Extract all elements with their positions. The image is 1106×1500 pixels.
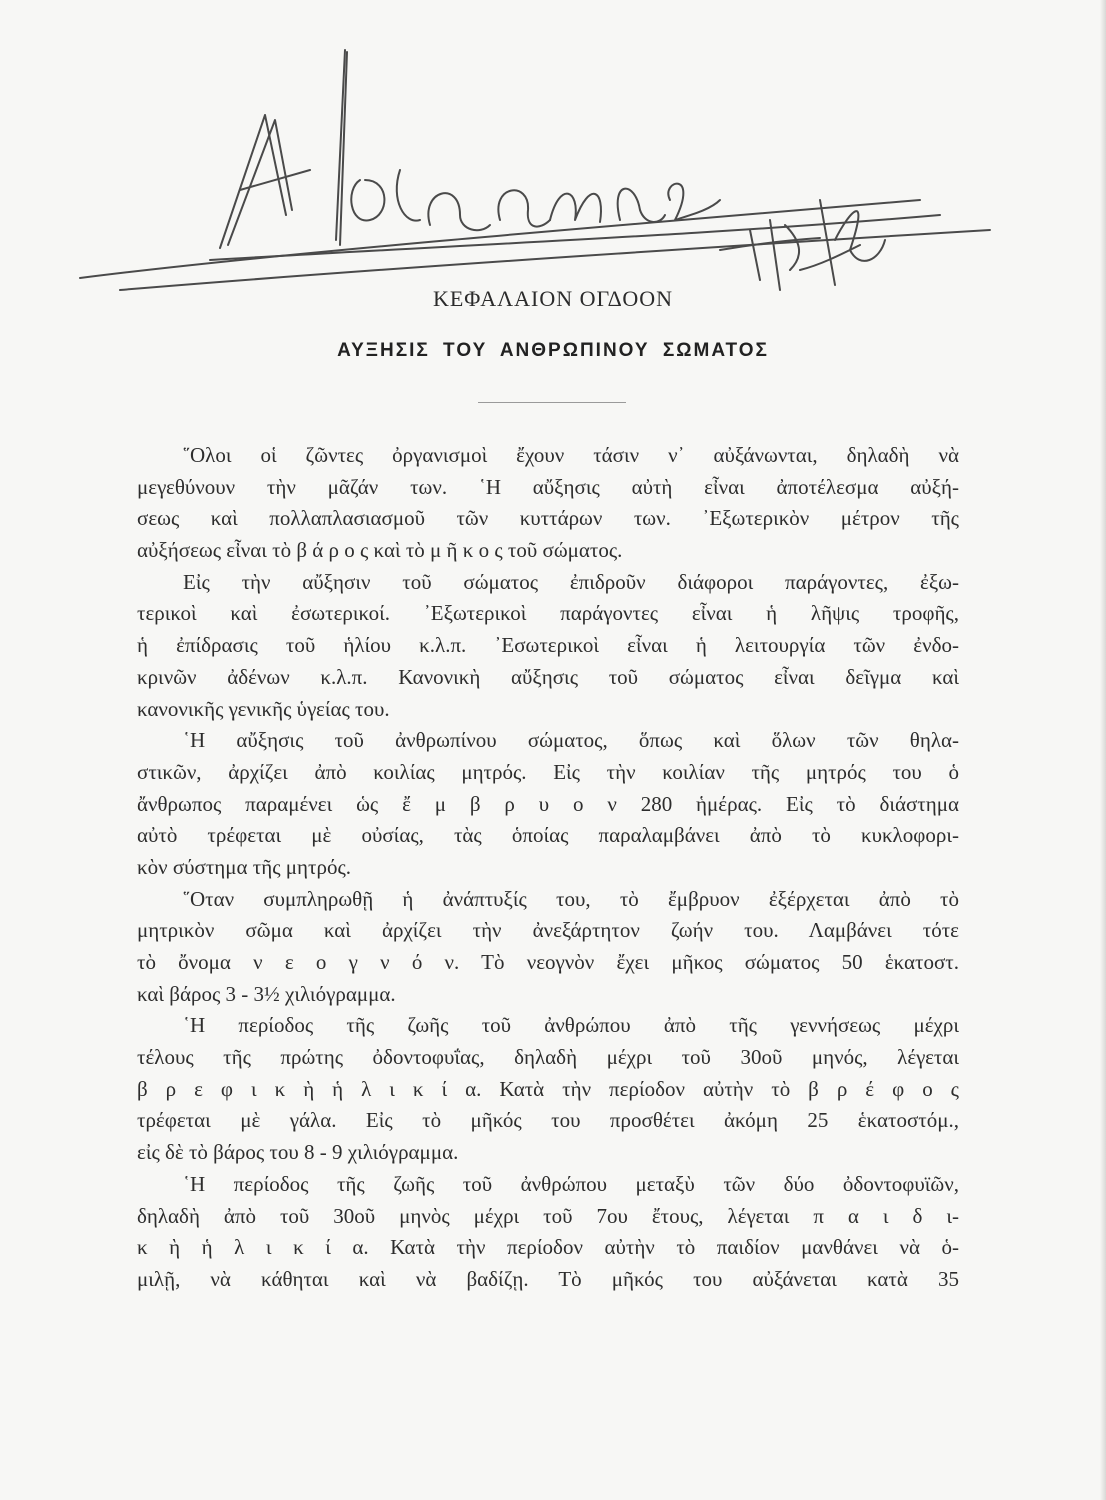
text-line: δηλαδὴ ἀπὸ τοῦ 30οῦ μηνὸς μέχρι τοῦ 7ου ἔτους, λέγεται π α ι δ ι- bbox=[137, 1203, 959, 1228]
text-line: ῞Οταν συμπληρωθῇ ἡ ἀνάπτυξίς του, τὸ ἔμβρυον ἐξέρχεται ἀπὸ τὸ bbox=[183, 886, 959, 911]
text-line: ῾Η περίοδος τῆς ζωῆς τοῦ ἀνθρώπου ἀπὸ τῆς γεννήσεως μέχρι bbox=[183, 1013, 959, 1038]
text-line: εἰς δὲ τὸ βάρος του 8 - 9 χιλιόγραμμα. bbox=[137, 1140, 459, 1165]
text-line: κρινῶν ἀδένων κ.λ.π. Κανονικὴ αὔξησις τοῦ σώματος εἶναι δεῖγμα καὶ bbox=[137, 664, 959, 689]
text-line: μιλῇ, νὰ κάθηται καὶ νὰ βαδίζῃ. Τὸ μῆκός του αὐξάνεται κατὰ 35 bbox=[137, 1266, 959, 1291]
text-line: ῞Ολοι οἱ ζῶντες ὀργανισμοὶ ἔχουν τάσιν ν᾿ αὐξάνωνται, δηλαδὴ νὰ bbox=[183, 443, 959, 467]
body-text bbox=[137, 440, 959, 1296]
text-line: τερικοὶ καὶ ἐσωτερικοί. ᾿Εξωτερικοὶ παράγοντες εἶναι ἡ λῆψις τροφῆς, bbox=[137, 601, 959, 626]
text-line: Εἰς τὴν αὔξησιν τοῦ σώματος ἐπιδροῦν διάφοροι παράγοντες, ἐξω- bbox=[183, 569, 959, 594]
text-line: μητρικὸν σῶμα καὶ ἀρχίζει τὴν ἀνεξάρτητον ζωήν του. Λαμβάνει τότε bbox=[137, 918, 959, 943]
text-line: ῾Η περίοδος τῆς ζωῆς τοῦ ἀνθρώπου μεταξὺ τῶν δύο ὀδοντοφυϊῶν, bbox=[183, 1171, 959, 1196]
text-line: ἄνθρωπος παραμένει ὡς ἔ μ β ρ υ ο ν 280 ἡμέρας. Εἰς τὸ διάστημα bbox=[137, 791, 959, 816]
text-line: τρέφεται μὲ γάλα. Εἰς τὸ μῆκός του προσθέτει ἀκόμη 25 ἑκατοστόμ., bbox=[137, 1108, 959, 1133]
text-line: τέλους τῆς πρώτης ὀδοντοφυΐας, δηλαδὴ μέχρι τοῦ 30οῦ μηνός, λέγεται bbox=[137, 1045, 959, 1070]
text-line: καὶ βάρος 3 - 3½ χιλιόγραμμα. bbox=[137, 981, 396, 1006]
page-edge bbox=[1100, 0, 1106, 1500]
text-line: αὐξήσεως εἶναι τὸ β ά ρ ο ς καὶ τὸ μ ῆ κ ο ς τοῦ σώματος. bbox=[137, 538, 623, 563]
text-line: ῾Η αὔξησις τοῦ ἀνθρωπίνου σώματος, ὅπως καὶ ὅλων τῶν θηλα- bbox=[183, 728, 959, 753]
text-line: β ρ ε φ ι κ ὴ ἡ λ ι κ ί α. Κατὰ τὴν περίοδον αὐτὴν τὸ β ρ έ φ ο ς bbox=[137, 1076, 959, 1101]
text-line: μεγεθύνουν τὴν μᾶζάν των. ῾Η αὔξησις αὐτὴ εἶναι ἀποτέλεσμα αὐξή- bbox=[137, 474, 959, 499]
text-line: τὸ ὄνομα ν ε ο γ ν ό ν. Τὸ νεογνὸν ἔχει μῆκος σώματος 50 ἑκατοστ. bbox=[137, 950, 959, 974]
text-line: αὐτὸ τρέφεται μὲ οὐσίας, τὰς ὁποίας παραλαμβάνει ἀπὸ τὸ κυκλοφορι- bbox=[137, 823, 959, 848]
text-line: κανονικῆς γενικῆς ὑγείας του. bbox=[137, 696, 390, 721]
chapter-title: ΑΥΞΗΣΙΣ ΤΟΥ ΑΝΘΡΩΠΙΝΟΥ ΣΩΜΑΤΟΣ bbox=[337, 340, 769, 361]
text-line: στικῶν, ἀρχίζει ἀπὸ κοιλίας μητρός. Εἰς τὴν κοιλίαν τῆς μητρός του ὁ bbox=[137, 759, 959, 784]
text-line: κ ὴ ἡ λ ι κ ί α. Κατὰ τὴν περίοδον αὐτὴν τὸ παιδίον μανθάνει νὰ ὁ- bbox=[137, 1235, 959, 1260]
text-line: ἡ ἐπίδρασις τοῦ ἡλίου κ.λ.π. ᾿Εσωτερικοὶ εἶναι ἡ λειτουργία τῶν ἐνδο- bbox=[137, 633, 959, 658]
chapter-label: ΚΕΦΑΛΑΙΟΝ ΟΓΔΟΟΝ bbox=[432, 286, 674, 311]
title-divider bbox=[478, 402, 626, 403]
text-line: κὸν σύστημα τῆς μητρός. bbox=[137, 854, 352, 879]
text-line: σεως καὶ πολλαπλασιασμοῦ τῶν κυττάρων των. ᾿Εξωτερικὸν μέτρον τῆς bbox=[137, 506, 959, 531]
